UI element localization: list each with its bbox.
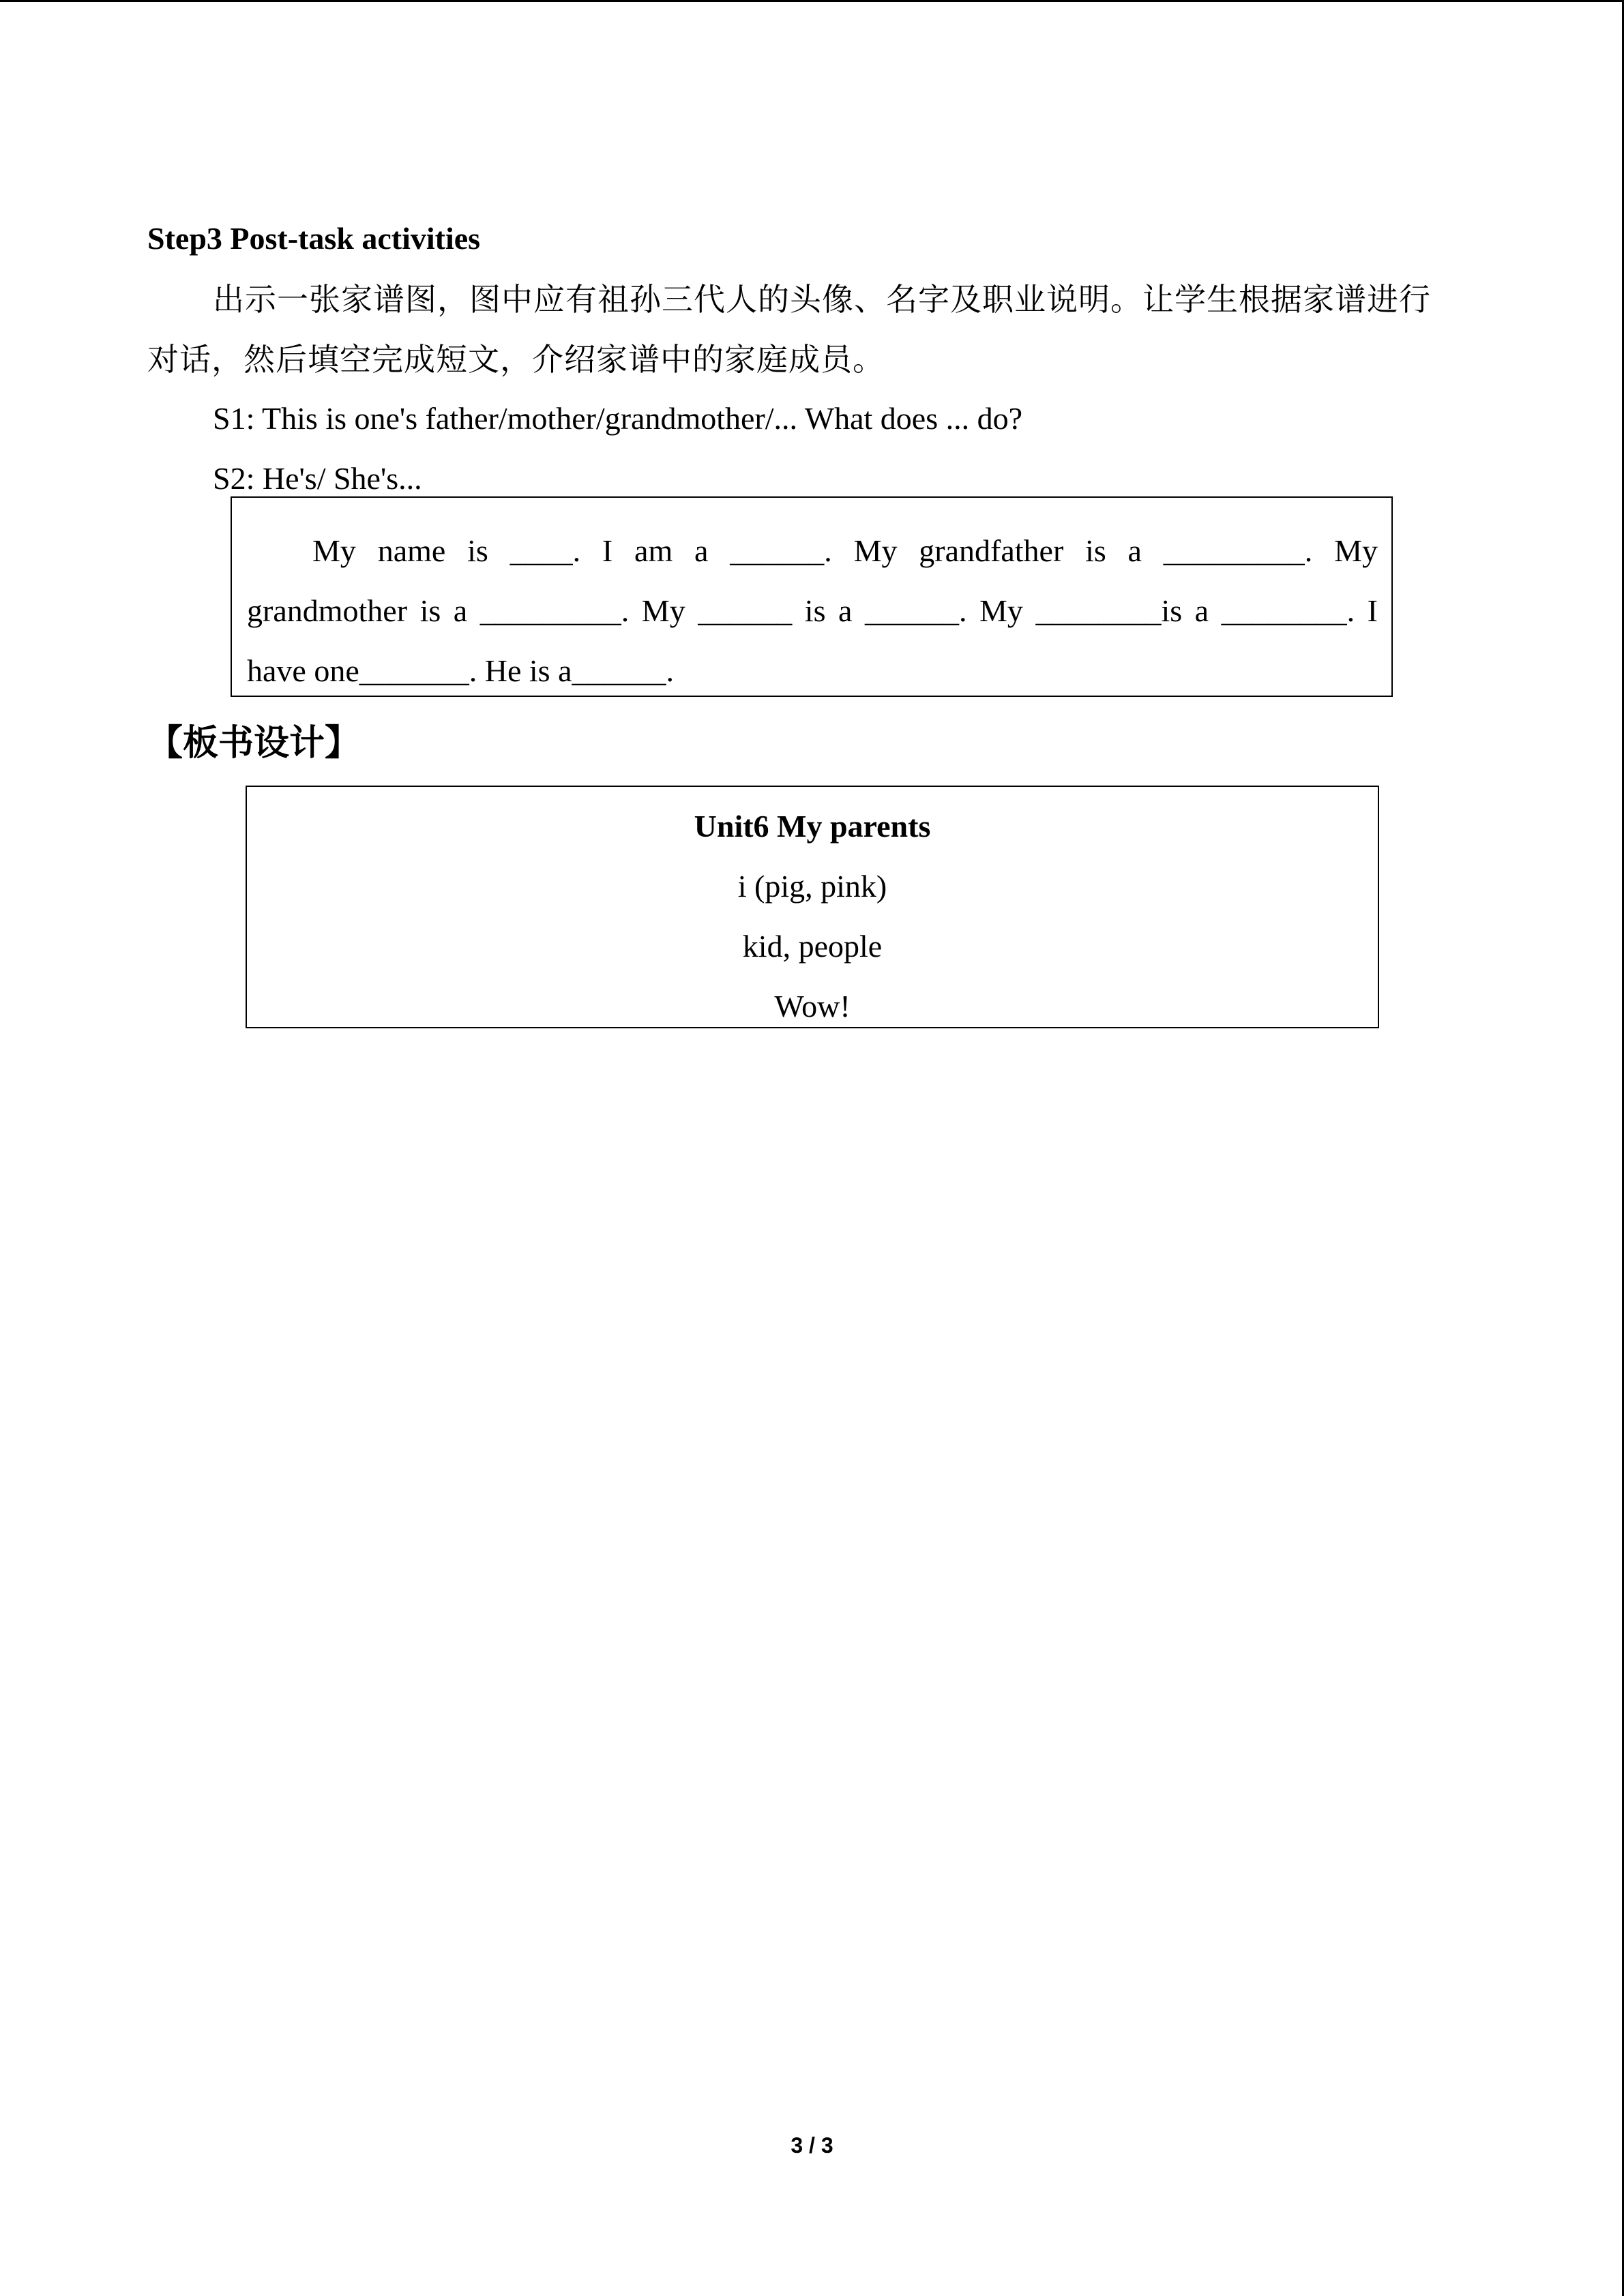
step-heading: Step3 Post-task activities <box>147 221 481 256</box>
board-line: Wow! <box>774 989 851 1024</box>
board-design-box <box>246 786 1379 1028</box>
board-line: kid, people <box>742 929 883 964</box>
dialogue-s2: S2: He's/ She's... <box>213 461 422 496</box>
board-line: i (pig, pink) <box>737 869 887 904</box>
instruction-paragraph: 出示一张家谱图，图中应有祖孙三代人的头像、名字及职业说明。让学生根据家谱进行对话，然后填空完成短文，介绍家谱中的家庭成员。 <box>147 281 1431 378</box>
fill-in-line: My name is ____. I am a ______. My grandfather is a _________. My <box>312 533 1378 568</box>
page-top-border <box>0 0 1624 2</box>
fill-in-line: have one_______. He is a______. <box>247 653 674 688</box>
board-title: Unit6 My parents <box>694 809 931 844</box>
dialogue-s1: S1: This is one's father/mother/grandmother/... What does ... do? <box>213 401 1023 436</box>
fill-in-passage-box <box>231 496 1393 697</box>
board-design-heading: 【板书设计】 <box>147 723 361 764</box>
page-number: 3 / 3 <box>791 2133 833 2158</box>
fill-in-line: grandmother is a _________. My ______ is a ______. My ________is a ________. I <box>247 593 1378 628</box>
